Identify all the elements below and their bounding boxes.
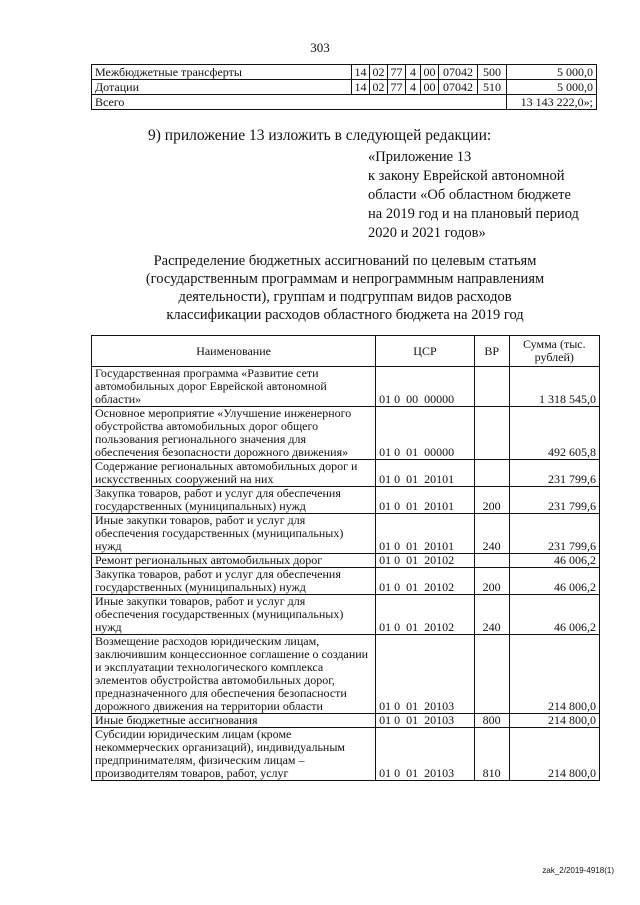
table-row [92, 65, 597, 80]
document-heading [90, 252, 600, 324]
heading-line: (государственным программам и непрограммным направлениям [145, 271, 545, 287]
amount-cell: 5 000,0 [507, 80, 597, 95]
table-row [92, 568, 600, 595]
heading-line: деятельности), группам и подгруппам видов расходов [178, 289, 512, 305]
code-cell: 00 [421, 80, 439, 95]
row-csr: 01 0 01 20102 [376, 595, 475, 635]
row-csr: 01 0 01 00000 [376, 407, 475, 460]
table-row [92, 367, 600, 407]
row-name: Закупка товаров, работ и услуг для обеспечения государственных (муниципальных) нужд [92, 568, 376, 595]
table-row [92, 554, 600, 568]
row-name: Иные закупки товаров, работ и услуг для обеспечения государственных (муниципальных) нужд [92, 514, 376, 554]
heading-line: Распределение бюджетных ассигнований по целевым статьям [153, 253, 537, 269]
code-cell: 510 [478, 80, 507, 95]
code-cell: 77 [388, 80, 406, 95]
row-amount: 231 799,6 [509, 514, 599, 554]
code-cell: 4 [406, 65, 421, 80]
code-cell: 02 [370, 80, 388, 95]
row-name: Закупка товаров, работ и услуг для обеспечения государственных (муниципальных) нужд [92, 487, 376, 514]
code-cell: 4 [406, 80, 421, 95]
row-csr: 01 0 01 20101 [376, 460, 475, 487]
annex-line: к закону Еврейской автономной [368, 168, 565, 184]
row-csr: 01 0 01 20103 [376, 635, 475, 714]
code-cell: 07042 [439, 80, 478, 95]
total-label: Всего [92, 95, 507, 110]
annex-line: 2020 и 2021 годов» [368, 225, 486, 241]
row-vr: 200 [474, 487, 509, 514]
row-name: Дотации [92, 80, 352, 95]
table-row [92, 728, 600, 781]
amount-cell: 5 000,0 [507, 65, 597, 80]
row-vr [474, 367, 509, 407]
row-csr: 01 0 01 20102 [376, 568, 475, 595]
row-amount: 46 006,2 [509, 554, 599, 568]
row-name: Субсидии юридическим лицам (кроме некоммерческих организаций), индивидуальным предпринимателям, физическим лицам – производителям товаров, работ, услуг [92, 728, 376, 781]
header-vr: ВР [474, 336, 509, 367]
row-name: Иные бюджетные ассигнования [92, 714, 376, 728]
row-vr [474, 635, 509, 714]
header-amount: Сумма (тыс. рублей) [509, 336, 599, 367]
code-cell: 07042 [439, 65, 478, 80]
row-amount: 46 006,2 [509, 595, 599, 635]
code-cell: 14 [352, 80, 370, 95]
total-row [92, 95, 597, 110]
annex-line: «Приложение 13 [368, 149, 472, 165]
row-name: Ремонт региональных автомобильных дорог [92, 554, 376, 568]
row-vr: 810 [474, 728, 509, 781]
row-csr: 01 0 01 20101 [376, 487, 475, 514]
code-cell: 500 [478, 65, 507, 80]
total-amount: 13 143 222,0»; [507, 95, 597, 110]
header-name: Наименование [92, 336, 376, 367]
row-csr: 01 0 01 20101 [376, 514, 475, 554]
row-vr: 240 [474, 595, 509, 635]
row-csr: 01 0 01 20103 [376, 728, 475, 781]
table-row [92, 80, 597, 95]
row-vr: 200 [474, 568, 509, 595]
code-cell: 77 [388, 65, 406, 80]
row-name: Межбюджетные трансферты [92, 65, 352, 80]
annex-line: области «Об областном бюджете [368, 187, 571, 203]
row-amount: 214 800,0 [509, 728, 599, 781]
annex-header [368, 148, 598, 243]
row-name: Основное мероприятие «Улучшение инженерного обустройства автомобильных дорог общего пользования регионального значения для обеспечения безопасности дорожного движения» [92, 407, 376, 460]
table-row [92, 487, 600, 514]
row-csr: 01 0 01 20102 [376, 554, 475, 568]
row-amount: 231 799,6 [509, 487, 599, 514]
allocation-table [91, 335, 600, 781]
annex-line: на 2019 год и на плановый период [368, 206, 579, 222]
top-summary-table [91, 64, 597, 110]
table-row [92, 595, 600, 635]
row-name: Возмещение расходов юридическим лицам, заключившим концессионное соглашение о создании и эксплуатации технологического комплекса элементов обустройства автомобильных дорог, предназначенного для обеспечения безопасности дорожного движения на территории области [92, 635, 376, 714]
row-amount: 1 318 545,0 [509, 367, 599, 407]
header-csr: ЦСР [376, 336, 475, 367]
row-amount: 231 799,6 [509, 460, 599, 487]
row-vr [474, 407, 509, 460]
row-csr: 01 0 00 00000 [376, 367, 475, 407]
row-vr: 240 [474, 514, 509, 554]
row-name: Содержание региональных автомобильных дорог и искусственных сооружений на них [92, 460, 376, 487]
row-amount: 214 800,0 [509, 635, 599, 714]
table-row [92, 635, 600, 714]
table-row [92, 460, 600, 487]
row-vr: 800 [474, 714, 509, 728]
row-csr: 01 0 01 20103 [376, 714, 475, 728]
code-cell: 00 [421, 65, 439, 80]
row-amount: 492 605,8 [509, 407, 599, 460]
table-row [92, 714, 600, 728]
heading-line: классификации расходов областного бюджета на 2019 год [166, 307, 524, 323]
table-row [92, 514, 600, 554]
row-amount: 46 006,2 [509, 568, 599, 595]
header-row [92, 336, 600, 367]
amendment-instruction: 9) приложение 13 изложить в следующей редакции: [148, 127, 492, 144]
row-vr [474, 460, 509, 487]
row-name: Иные закупки товаров, работ и услуг для обеспечения государственных (муниципальных) нужд [92, 595, 376, 635]
page-number: 303 [310, 40, 330, 55]
allocation-table-body [92, 367, 600, 781]
document-code: zak_2/2019-4918(1) [542, 866, 614, 875]
row-name: Государственная программа «Развитие сети автомобильных дорог Еврейской автономной области» [92, 367, 376, 407]
row-vr [474, 554, 509, 568]
code-cell: 02 [370, 65, 388, 80]
row-amount: 214 800,0 [509, 714, 599, 728]
code-cell: 14 [352, 65, 370, 80]
table-row [92, 407, 600, 460]
